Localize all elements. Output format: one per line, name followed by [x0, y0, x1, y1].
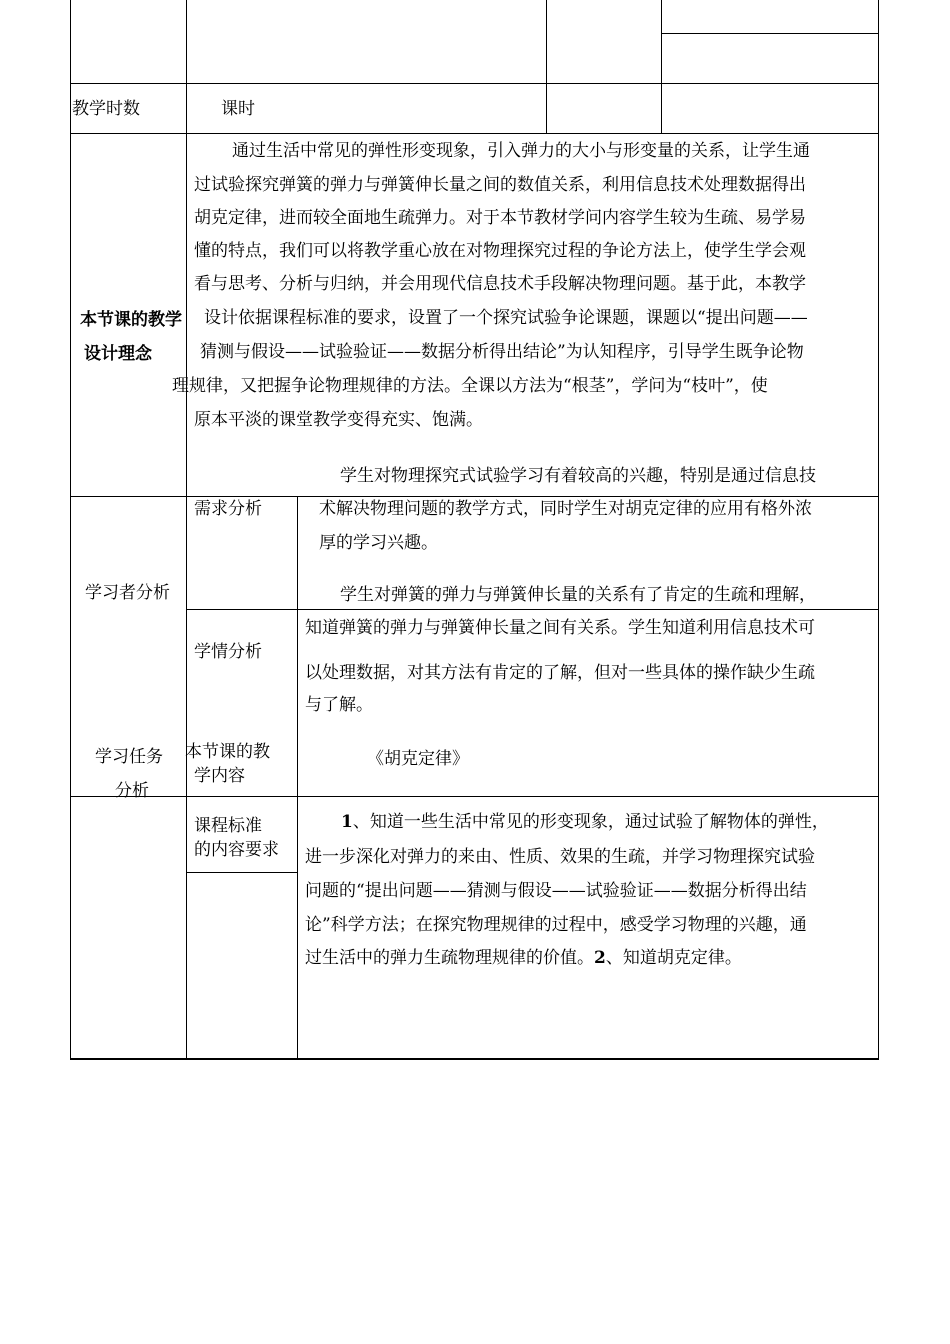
table-rule — [70, 796, 879, 797]
needs-analysis-text-line: 学生对物理探究式试验学习有着较高的兴趣，特别是通过信息技 — [340, 466, 816, 486]
standard-text-line: 论”科学方法；在探究物理规律的过程中，感受学习物理的兴趣，通 — [305, 915, 807, 935]
standard-number: 1 — [341, 812, 353, 832]
table-divider — [661, 0, 662, 134]
needs-analysis-label: 需求分析 — [194, 499, 262, 519]
standard-label: 课程标准 — [194, 816, 262, 836]
table-divider — [186, 0, 187, 1060]
needs-analysis-text-line: 厚的学习兴趣。 — [319, 533, 438, 553]
standard-text-line: 进一步深化对弹力的来由、性质、效果的生疏，并学习物理探究试验 — [305, 847, 815, 867]
design-concept-text-line: 胡克定律，进而较全面地生疏弹力。对于本节教材学问内容学生较为生疏、易学易 — [194, 208, 806, 228]
design-concept-text-line: 猜测与假设——试验验证——数据分析得出结论”为认知程序，引导学生既争论物 — [200, 342, 804, 362]
table-rule — [186, 872, 297, 873]
table-divider — [297, 497, 298, 1060]
design-concept-text-line: 看与思考、分析与归纳，并会用现代信息技术手段解决物理问题。基于此，本教学 — [194, 274, 806, 294]
standard-number: 2 — [594, 948, 606, 968]
standard-text: 、知道胡克定律。 — [605, 948, 742, 968]
situation-analysis-text-line: 知道弹簧的弹力与弹簧伸长量之间有关系。学生知道利用信息技术可 — [305, 618, 815, 638]
table-border-right — [878, 0, 879, 1060]
situation-analysis-label: 学情分析 — [194, 642, 262, 662]
standard-text-line — [305, 941, 742, 975]
task-analysis-label: 学习任务 — [95, 747, 163, 767]
table-border-left — [70, 0, 71, 1060]
standard-label: 的内容要求 — [194, 840, 279, 860]
needs-analysis-text-line: 术解决物理问题的教学方式，同时学生对胡克定律的应用有格外浓 — [319, 499, 812, 519]
standard-text-line: 问题的“提出问题——猜测与假设——试验验证——数据分析得出结 — [305, 881, 807, 901]
standard-text: 过生活中的弹力生疏物理规律的价值。 — [305, 948, 594, 968]
learner-analysis-label: 学习者分析 — [85, 583, 170, 603]
lesson-content-label: 学内容 — [194, 766, 245, 786]
hours-label: 教学时数 — [72, 99, 140, 119]
situation-analysis-text-line: 学生对弹簧的弹力与弹簧伸长量的关系有了肯定的生疏和理解， — [340, 585, 816, 605]
table-rule — [661, 33, 879, 34]
design-concept-text-line: 通过生活中常见的弹性形变现象，引入弹力的大小与形变量的关系，让学生通 — [232, 141, 810, 161]
design-concept-label: 设计理念 — [84, 344, 152, 364]
design-concept-text-line: 理规律，又把握争论物理规律的方法。全课以方法为“根茎”，学问为“枝叶”，使 — [172, 376, 768, 396]
table-divider — [546, 0, 547, 134]
lesson-content-label: 本节课的教 — [185, 742, 270, 762]
standard-text: 、知道一些生活中常见的形变现象，通过试验了解物体的弹性， — [352, 812, 829, 832]
hours-value: 课时 — [221, 99, 255, 119]
situation-analysis-text-line: 以处理数据，对其方法有肯定的了解，但对一些具体的操作缺少生疏 — [305, 663, 815, 683]
table-rule — [70, 83, 879, 84]
design-concept-text-line: 过试验探究弹簧的弹力与弹簧伸长量之间的数值关系，利用信息技术处理数据得出 — [194, 175, 806, 195]
design-concept-label: 本节课的教学 — [80, 310, 182, 330]
task-analysis-label: 分析 — [115, 781, 149, 801]
standard-text-line — [341, 805, 829, 839]
design-concept-text-line: 原本平淡的课堂教学变得充实、饱满。 — [194, 410, 483, 430]
table-bottom-border — [70, 1058, 879, 1060]
design-concept-text-line: 懂的特点，我们可以将教学重心放在对物理探究过程的争论方法上，使学生学会观 — [194, 241, 806, 261]
design-concept-text-line: 设计依据课程标准的要求，设置了一个探究试验争论课题，课题以“提出问题—— — [204, 308, 808, 328]
situation-analysis-text-line: 与了解。 — [305, 695, 373, 715]
lesson-content-value: 《胡克定律》 — [367, 749, 469, 769]
